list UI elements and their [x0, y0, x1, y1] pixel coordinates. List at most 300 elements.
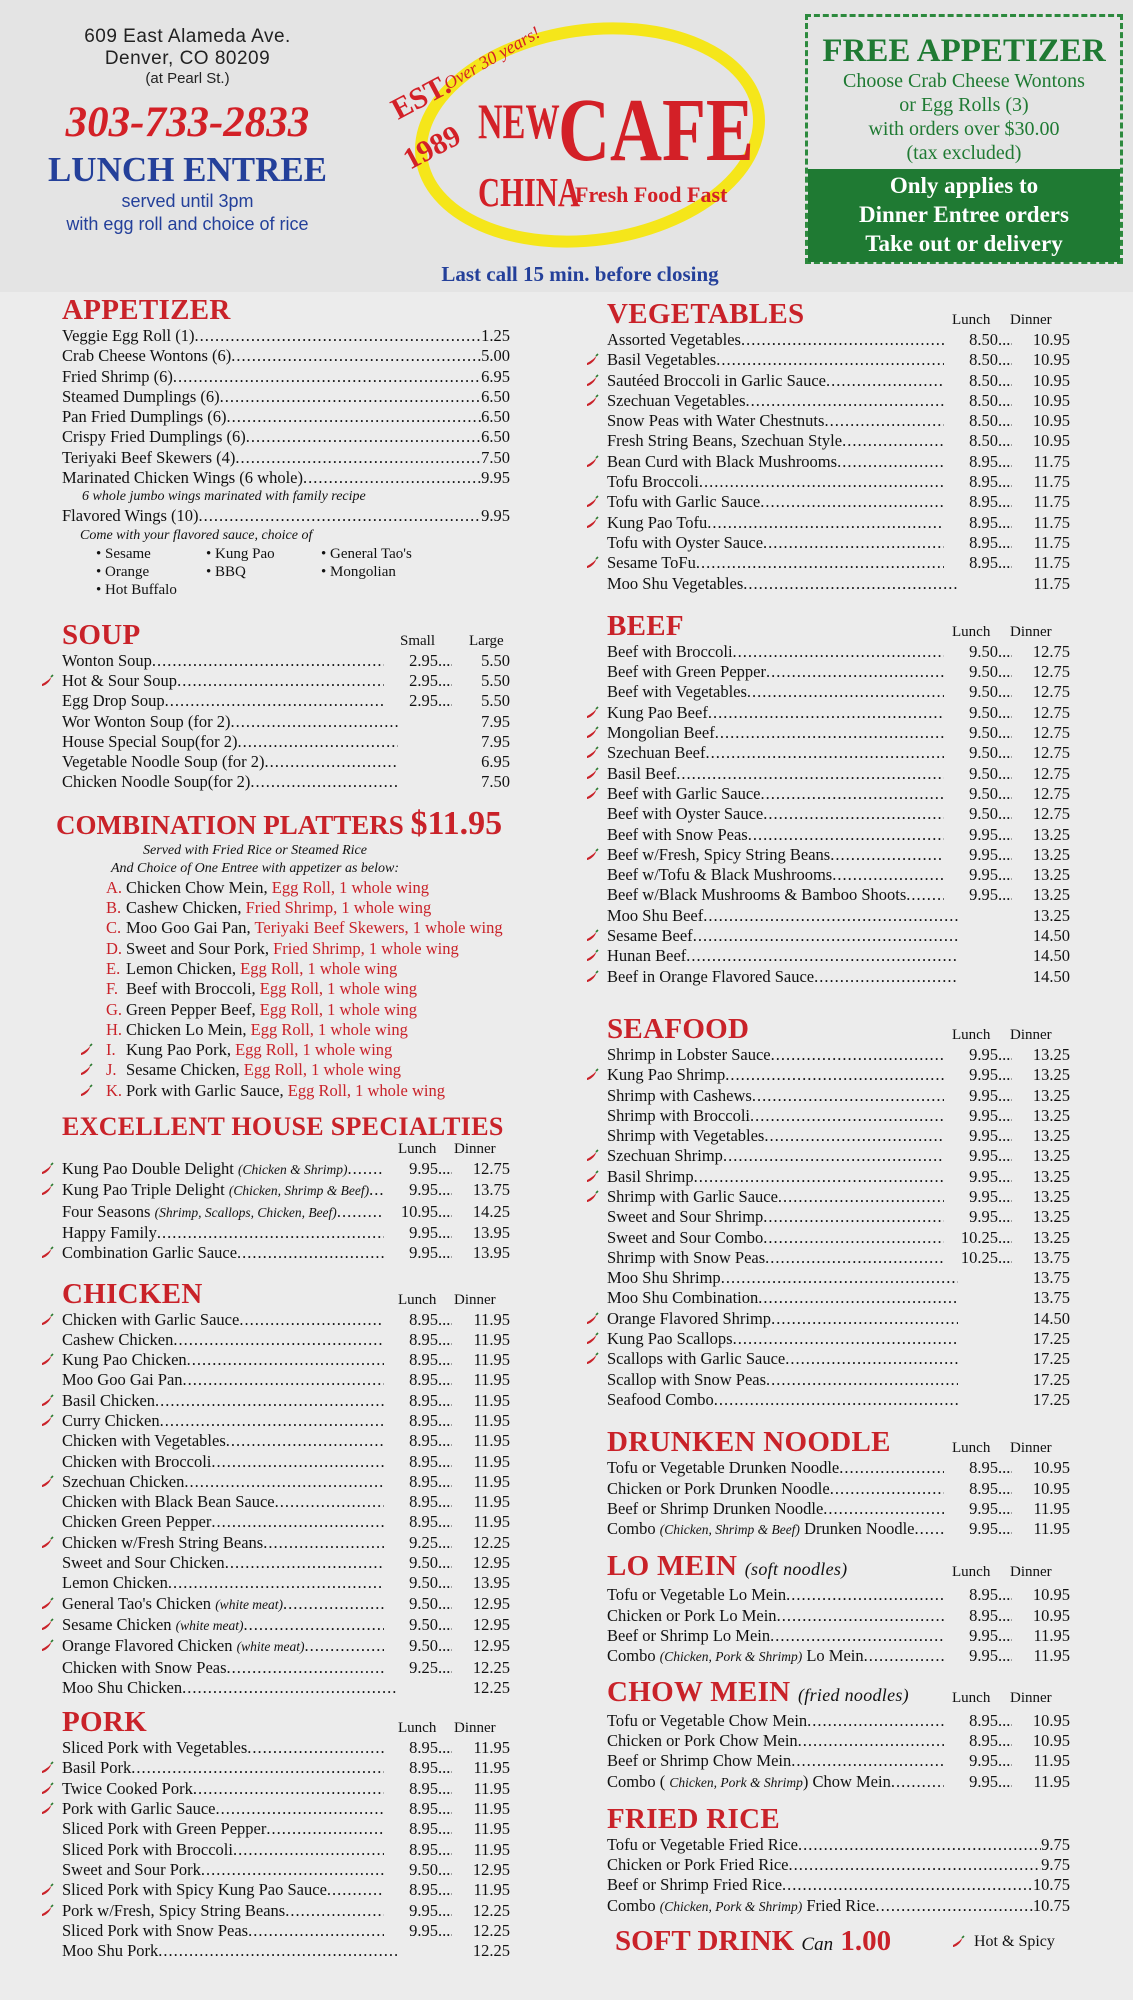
combination-price: $11.95: [410, 804, 503, 842]
leader-dots: [152, 651, 384, 671]
menu-item: [585, 642, 1070, 662]
leader-dots: [839, 1458, 944, 1478]
price-dinner: 10.95: [1032, 330, 1070, 349]
chili-pepper-icon: [584, 454, 600, 470]
leader-dots: [998, 1187, 1012, 1207]
item-name-text: Kung Pao Double Delight: [62, 1159, 234, 1179]
leader-dots: [830, 1479, 944, 1499]
leader-dots: [168, 1573, 384, 1593]
price-lunch: 8.95: [969, 1458, 998, 1478]
leader-dots: [227, 407, 482, 427]
item-name-text: Basil Chicken: [62, 1390, 156, 1410]
price-dinner: 13.25: [1032, 1126, 1070, 1146]
soup-list: [40, 651, 510, 793]
price-lunch: 8.95: [409, 1431, 438, 1451]
menu-item: [40, 1512, 510, 1532]
address-block: [0, 26, 375, 236]
menu-item: [585, 1187, 1070, 1207]
drunken-noodle-list: [585, 1458, 1070, 1540]
combination-item: [40, 959, 510, 979]
lo-mein-col-lunch: Lunch: [952, 1564, 991, 1581]
leader-dots: [998, 723, 1012, 743]
soft-drink-price: 1.00: [840, 1925, 892, 1957]
item-name-text: Hot & Sour Soup: [62, 670, 178, 690]
item-name: [607, 784, 760, 804]
item-name: [607, 1751, 791, 1771]
leader-dots: [438, 1243, 452, 1263]
item-name: [607, 1519, 915, 1540]
leader-dots: [788, 1855, 1041, 1875]
leader-dots: [733, 642, 944, 662]
menu-item: [585, 743, 1070, 763]
item-name-text: Sweet and Sour Chicken: [62, 1553, 225, 1573]
chili-pepper-icon: [584, 786, 600, 802]
item-name: [607, 553, 696, 573]
price-dinner: 12.75: [1032, 641, 1070, 661]
price-dinner: 13.25: [1032, 885, 1070, 905]
item-name-text: Chicken Green Pepper: [62, 1512, 212, 1532]
price-lunch: 9.50: [409, 1636, 438, 1656]
leader-dots: [233, 1840, 384, 1860]
price-dinner: 5.50: [481, 650, 510, 670]
leader-dots: [998, 1228, 1012, 1248]
item-name: [607, 1499, 823, 1519]
item-name: [607, 885, 906, 905]
price: 6.50: [481, 386, 510, 406]
price-dinner: 11.75: [1033, 512, 1070, 532]
leader-dots: [247, 1738, 384, 1758]
leader-dots: [438, 1819, 452, 1839]
leader-dots: [998, 825, 1012, 845]
chow-mein-subtitle: (fried noodles): [798, 1684, 909, 1705]
leader-dots: [250, 772, 398, 792]
item-name: [607, 682, 747, 702]
item-name-text: Moo Shu Pork: [62, 1941, 159, 1961]
item-name-text: Beef with Broccoli: [607, 641, 733, 661]
price-lunch: 9.50: [969, 804, 998, 824]
price-dinner: 13.25: [1032, 905, 1070, 925]
menu-item: [585, 946, 1070, 966]
item-name-text: Beef or Shrimp Drunken Noodle: [607, 1498, 824, 1518]
price-dinner: 10.95: [1032, 411, 1070, 431]
price-dinner: 10.95: [1032, 1605, 1070, 1625]
item-name-text: Beef w/Black Mushrooms & Bamboo Shoots: [607, 885, 907, 905]
price-dinner: 14.50: [1032, 1308, 1070, 1328]
price-dinner: 11.95: [1033, 1771, 1070, 1791]
item-name-text: Sliced Pork with Snow Peas: [62, 1920, 249, 1940]
item-name-text: Kung Pao Chicken: [62, 1350, 187, 1370]
item-name: [607, 574, 743, 594]
price-lunch: 8.95: [969, 1478, 998, 1498]
item-name: [62, 1921, 248, 1941]
menu-item: [40, 1779, 510, 1799]
leader-dots: [157, 1223, 384, 1243]
leader-dots: [304, 1636, 384, 1656]
leader-dots: [725, 1065, 944, 1085]
item-name-text: Sweet and Sour Shrimp: [607, 1207, 764, 1227]
price-lunch: 9.95: [969, 1519, 998, 1539]
price-lunch: 8.95: [969, 553, 998, 573]
item-name-text: Kung Pao Triple Delight: [62, 1180, 225, 1200]
menu-item: [585, 492, 1070, 512]
item-name: [607, 411, 824, 431]
leader-dots: [998, 1499, 1012, 1519]
combo-extra: Egg Roll, 1 whole wing: [259, 979, 417, 999]
menu-item: [40, 1533, 510, 1553]
item-name: [607, 1248, 765, 1268]
price-dinner: 17.25: [1032, 1349, 1070, 1369]
menu-item: [585, 533, 1070, 553]
leader-dots: [438, 1553, 452, 1573]
menu-item: [585, 1875, 1070, 1895]
leader-dots: [231, 346, 481, 366]
item-name: [607, 1065, 725, 1085]
price-dinner: 11.95: [473, 1839, 510, 1859]
menu-item: [40, 448, 510, 468]
leader-dots: [998, 642, 1012, 662]
vegetables-list: [585, 330, 1070, 594]
combo-extra: Egg Roll, 1 whole wing: [271, 877, 429, 897]
drunken-col-dinner: Dinner: [1010, 1440, 1052, 1457]
price-dinner: 11.95: [1033, 1626, 1070, 1646]
item-name-suffix: Lo Mein: [802, 1646, 864, 1666]
menu-item: [40, 671, 510, 691]
item-name: [607, 1106, 750, 1126]
item-name-text: Chicken with Black Bean Sauce: [62, 1492, 275, 1512]
item-name: [62, 1860, 201, 1880]
address-line-2: Denver, CO 80209: [104, 48, 271, 69]
item-note: (white meat): [215, 1596, 284, 1612]
chili-pepper-icon: [584, 948, 600, 964]
leader-dots: [438, 1223, 452, 1243]
item-name: [62, 1512, 211, 1532]
menu-item: [40, 1223, 510, 1243]
item-name-text: Beef or Shrimp Chow Mein: [607, 1751, 792, 1771]
menu-item: [585, 784, 1070, 804]
item-name: [607, 431, 842, 451]
item-name: [62, 1901, 285, 1921]
item-name-suffix: ) Chow Mein: [802, 1771, 891, 1791]
leader-dots: [826, 371, 944, 391]
item-name-text: Combo: [607, 1646, 660, 1666]
item-name: [62, 1738, 247, 1758]
lo-mein-title: [607, 1550, 1070, 1585]
price-dinner: 17.25: [1032, 1329, 1070, 1349]
item-name-text: Basil Beef: [607, 763, 677, 783]
item-name: Crispy Fried Dumplings (6): [62, 427, 246, 447]
item-name: Fried Shrimp (6): [62, 366, 173, 386]
seafood-title: SEAFOOD: [607, 1012, 750, 1045]
free-appetizer-title: FREE APPETIZER: [822, 33, 1106, 69]
item-name: [607, 350, 716, 370]
leader-dots: [220, 387, 481, 407]
phone-number[interactable]: 303-733-2833: [65, 99, 310, 146]
item-name-text: Chicken or Pork Lo Mein: [607, 1605, 777, 1625]
price-lunch: 9.95: [969, 1044, 998, 1064]
price-dinner: 7.95: [481, 711, 510, 731]
price-dinner: 12.75: [1032, 702, 1070, 722]
price: 6.50: [481, 427, 510, 447]
price-dinner: 12.25: [472, 1532, 510, 1552]
chili-pepper-icon: [39, 1596, 55, 1612]
price: 9.95: [481, 506, 510, 526]
menu-item: [585, 906, 1070, 926]
item-name-text: Orange Flavored Shrimp: [607, 1308, 772, 1328]
leader-dots: [998, 1086, 1012, 1106]
combo-entree: Sweet and Sour Pork,: [126, 938, 269, 958]
item-name: [607, 1167, 694, 1187]
leader-dots: [998, 452, 1012, 472]
item-name-suffix: Drunken Noodle: [799, 1519, 915, 1539]
leader-dots: [699, 472, 944, 492]
address-line-3: (at Pearl St.): [145, 70, 230, 87]
menu-item: [585, 845, 1070, 865]
item-name-text: Moo Shu Shrimp: [607, 1268, 721, 1288]
price-lunch: 9.95: [969, 1771, 998, 1791]
price-lunch: 9.50: [409, 1593, 438, 1613]
menu-item: [585, 391, 1070, 411]
menu-item: [40, 1901, 510, 1921]
combination-item: [40, 979, 510, 999]
leader-dots: [158, 1941, 398, 1961]
leader-dots: [235, 448, 481, 468]
item-name-text: Moo Shu Chicken: [62, 1677, 183, 1697]
item-name-text: Lemon Chicken: [62, 1573, 168, 1593]
item-name: [62, 1159, 347, 1180]
item-name: [62, 1180, 369, 1201]
leader-dots: [239, 1310, 384, 1330]
leader-dots: [998, 1248, 1012, 1268]
price-lunch: 8.95: [969, 1730, 998, 1750]
price-dinner: 11.95: [473, 1309, 510, 1329]
item-name: [62, 1310, 239, 1330]
item-name: Flavored Wings (10): [62, 506, 199, 526]
leader-dots: [764, 1126, 944, 1146]
leader-dots: [998, 371, 1012, 391]
chili-pepper-icon: [584, 725, 600, 741]
leader-dots: [782, 1875, 1033, 1895]
menu-item: [585, 1646, 1070, 1667]
leader-dots: [998, 472, 1012, 492]
chili-pepper-icon: [39, 1882, 55, 1898]
price-dinner: 12.75: [1032, 723, 1070, 743]
combo-extra: Fried Shrimp, 1 whole wing: [273, 938, 459, 958]
price-dinner: 13.25: [1032, 1186, 1070, 1206]
item-name: [62, 1799, 216, 1819]
combo-entree: Beef with Broccoli,: [126, 979, 256, 999]
leader-dots: [438, 1738, 452, 1758]
chili-pepper-icon: [584, 393, 600, 409]
menu-item: [585, 885, 1070, 905]
flavored-wings-note: Come with your flavored sauce, choice of: [80, 527, 313, 543]
price-lunch: 9.95: [409, 1920, 438, 1940]
leader-dots: [201, 1860, 384, 1880]
chili-pepper-icon: [78, 1042, 94, 1058]
price-lunch: 2.95: [409, 691, 438, 711]
leader-dots: [998, 1146, 1012, 1166]
item-name: [607, 1458, 839, 1478]
chili-pepper-icon: [39, 1352, 55, 1368]
combo-entree: Lemon Chicken,: [126, 958, 236, 978]
chicken-list: [40, 1310, 510, 1699]
price-lunch: 8.50: [969, 330, 998, 349]
item-name-text: Sesame Chicken: [62, 1614, 172, 1634]
lunch-entree-note: with egg roll and choice of rice: [66, 214, 309, 234]
price-dinner: 11.95: [473, 1512, 510, 1532]
combo-entree: Green Pepper Beef,: [126, 999, 256, 1019]
menu-item: [585, 1835, 1070, 1855]
price-dinner: 11.95: [473, 1492, 510, 1512]
combo-extra: Teriyaki Beef Skewers, 1 whole wing: [254, 918, 503, 938]
leader-dots: [438, 1758, 452, 1778]
combination-item: [40, 1040, 510, 1060]
leader-dots: [998, 1519, 1012, 1539]
price-lunch: 8.95: [969, 1585, 998, 1605]
item-name: [607, 1855, 788, 1875]
leader-dots: [814, 967, 958, 987]
wing-flavor-list: [40, 545, 510, 599]
price-lunch: 9.95: [969, 1646, 998, 1666]
item-name: [62, 671, 177, 691]
combo-letter: F.: [106, 979, 118, 999]
price-dinner: 11.95: [473, 1329, 510, 1349]
price-dinner: 11.95: [473, 1880, 510, 1900]
leader-dots: [750, 1106, 944, 1126]
item-name: [607, 1207, 763, 1227]
restaurant-logo: [380, 10, 780, 260]
leader-dots: [998, 533, 1012, 553]
item-name-text: Four Seasons: [62, 1201, 151, 1221]
item-name: [607, 330, 741, 350]
price-lunch: 9.95: [969, 844, 998, 864]
menu-item: [40, 346, 510, 366]
combination-title: [56, 804, 510, 842]
beef-col-dinner: Dinner: [1010, 623, 1052, 640]
leader-dots: [706, 743, 945, 763]
leader-dots: [864, 1646, 944, 1666]
leader-dots: [998, 1045, 1012, 1065]
item-name-text: Chicken or Pork Chow Mein: [607, 1730, 798, 1750]
leader-dots: [676, 764, 944, 784]
leader-dots: [275, 1492, 384, 1512]
item-note: (Chicken, Pork & Shrimp): [659, 1649, 803, 1665]
leader-dots: [915, 1519, 945, 1539]
menu-item: [40, 1411, 510, 1431]
menu-item: [40, 651, 510, 671]
price-dinner: 12.95: [472, 1614, 510, 1634]
menu-item: [40, 326, 510, 346]
leader-dots: [798, 1835, 1041, 1855]
wing-flavor: • BBQ: [206, 563, 321, 581]
leader-dots: [758, 1288, 958, 1308]
item-note: (Chicken, Pork & Shrimp): [659, 1898, 803, 1914]
menu-item: [585, 1731, 1070, 1751]
combo-extra: Egg Roll, 1 whole wing: [259, 999, 417, 1019]
item-name-text: Chicken or Pork Drunken Noodle: [607, 1478, 830, 1498]
price-dinner: 10.95: [1032, 350, 1070, 370]
price-lunch: 9.95: [969, 1498, 998, 1518]
item-name: [607, 1370, 766, 1390]
combo-letter: I.: [106, 1040, 116, 1060]
chili-pepper-icon: [584, 969, 600, 985]
leader-dots: [823, 1499, 944, 1519]
price-dinner: 14.25: [472, 1201, 510, 1221]
logo-est: EST.: [385, 67, 457, 127]
chili-pepper-icon: [39, 1781, 55, 1797]
leader-dots: [998, 1606, 1012, 1626]
item-name-text: Chicken Noodle Soup(for 2): [62, 772, 251, 792]
beef-section: [585, 610, 1070, 987]
menu-item: [40, 1799, 510, 1819]
price-dinner: 12.25: [472, 1677, 510, 1697]
combination-sub-1: Served with Fried Rice or Steamed Rice: [143, 842, 367, 858]
leader-dots: [369, 1180, 384, 1200]
price-lunch: 8.95: [409, 1492, 438, 1512]
leader-dots: [760, 492, 944, 512]
header: [0, 0, 1133, 292]
menu-item: [585, 1045, 1070, 1065]
item-name: [607, 1309, 771, 1329]
leader-dots: [798, 1731, 944, 1751]
item-name: [62, 1658, 227, 1678]
leader-dots: [998, 1646, 1012, 1666]
item-name-text: Sweet and Sour Pork: [62, 1859, 201, 1879]
leader-dots: [703, 906, 958, 926]
leader-dots: [438, 1159, 452, 1179]
free-appetizer-line-1: Choose Crab Cheese Wontons: [843, 70, 1085, 92]
price-lunch: 9.50: [409, 1573, 438, 1593]
price-lunch: 8.95: [409, 1410, 438, 1430]
leader-dots: [438, 1573, 452, 1593]
leader-dots: [696, 553, 944, 573]
leader-dots: [842, 431, 944, 451]
combo-letter: B.: [106, 898, 122, 918]
item-name: Veggie Egg Roll (1): [62, 326, 195, 345]
leader-dots: [766, 1370, 958, 1390]
leader-dots: [771, 1309, 958, 1329]
wing-flavor: • Orange: [96, 563, 206, 581]
lo-mein-list: [585, 1585, 1070, 1667]
house-specialties-section: [40, 1111, 510, 1263]
chili-pepper-icon: [584, 373, 600, 389]
item-name: [62, 1472, 184, 1492]
price-dinner: 11.95: [473, 1410, 510, 1430]
item-name-text: Tofu Broccoli: [607, 472, 699, 492]
leader-dots: [998, 1065, 1012, 1085]
item-name: [62, 1391, 155, 1411]
beef-title: BEEF: [607, 609, 684, 642]
leader-dots: [438, 1615, 452, 1635]
price: 5.00: [481, 346, 510, 366]
price-dinner: 11.95: [473, 1370, 510, 1390]
price-dinner: 13.25: [1032, 1207, 1070, 1227]
item-name: [607, 764, 676, 784]
house-specialties-list: [40, 1159, 510, 1263]
menu-item: [40, 427, 510, 447]
item-name: [62, 1411, 160, 1431]
price-lunch: 10.25: [960, 1247, 998, 1267]
leader-dots: [438, 1921, 452, 1941]
condition-line-2: Dinner Entree orders: [859, 202, 1069, 227]
pork-title: PORK: [62, 1706, 147, 1739]
price-dinner: 14.50: [1032, 926, 1070, 946]
leader-dots: [998, 492, 1012, 512]
wing-flavor: • Sesame: [96, 545, 206, 563]
price-dinner: 12.25: [472, 1941, 510, 1961]
leader-dots: [777, 1606, 944, 1626]
price-lunch: 8.95: [409, 1758, 438, 1778]
combo-letter: K.: [106, 1080, 123, 1100]
